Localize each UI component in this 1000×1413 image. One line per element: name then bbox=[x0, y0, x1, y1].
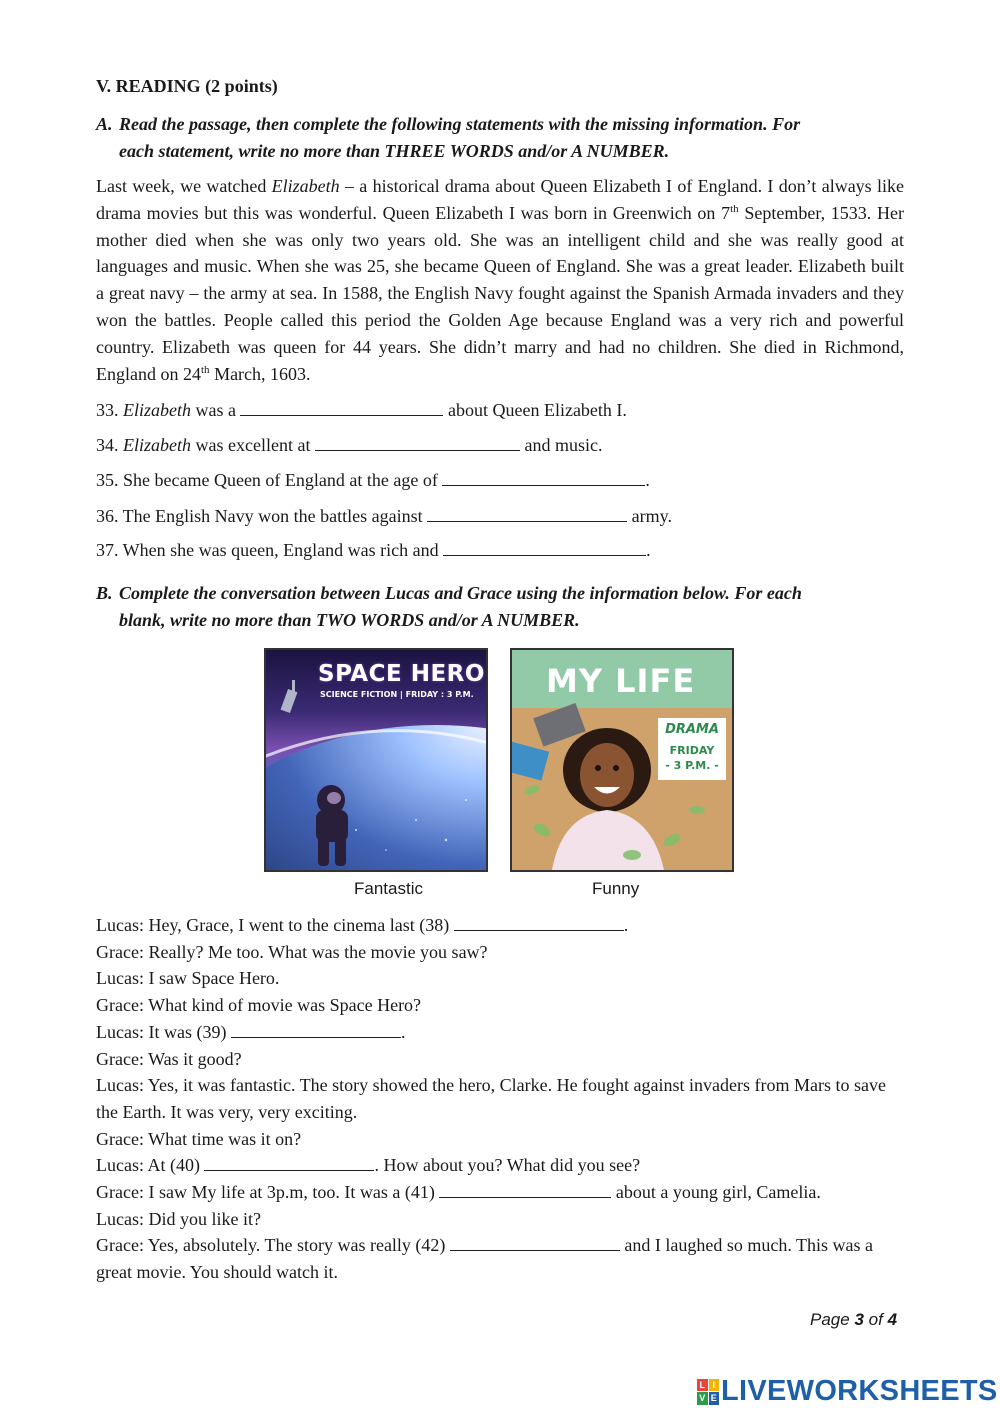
question-36 bbox=[96, 505, 672, 527]
dialog-text-after: . How about you? What did you see? bbox=[374, 1155, 641, 1176]
question-italic: Elizabeth bbox=[123, 435, 191, 455]
part-a-label: A. bbox=[96, 114, 113, 134]
conversation bbox=[96, 912, 904, 1286]
dialog-line: Grace: Really? Me too. What was the movie you saw? bbox=[96, 941, 488, 962]
liveworksheets-mark-icon bbox=[697, 1379, 719, 1405]
passage-text-2: – a historical drama about Queen Elizabeth I of England. I don’t always like drama movies but this was wonderful. Queen Elizabeth I was born in Greenwich on 7 bbox=[96, 176, 904, 223]
part-a-instruction-line2: each statement, write no more than THREE WORDS and/or A NUMBER. bbox=[119, 141, 670, 161]
answer-blank-33[interactable] bbox=[240, 399, 443, 416]
liveworksheets-logo[interactable] bbox=[697, 1375, 998, 1408]
question-text-after: about Queen Elizabeth I. bbox=[443, 400, 627, 420]
answer-blank-41[interactable] bbox=[439, 1181, 611, 1198]
dialog-text: Lucas: At (40) bbox=[96, 1155, 205, 1176]
answer-blank-40[interactable] bbox=[204, 1154, 374, 1171]
passage-text-1: Last week, we watched bbox=[96, 176, 272, 196]
answer-blank-35[interactable] bbox=[442, 469, 645, 486]
dialog-text-after: . bbox=[400, 1021, 406, 1042]
part-a-instruction-line1: Read the passage, then complete the following statements with the missing information. For bbox=[119, 114, 801, 134]
space-hero-subtitle: SCIENCE FICTION | FRIDAY : 3 P.M. bbox=[320, 690, 474, 699]
part-b-instruction-line1: Complete the conversation between Lucas and Grace using the information below. For each bbox=[119, 583, 802, 603]
question-text: The English Navy won the battles against bbox=[118, 506, 428, 526]
question-number: 36. bbox=[96, 506, 119, 526]
page-word: Page bbox=[810, 1310, 850, 1329]
part-b-instruction-line2: blank, write no more than TWO WORDS and/or A NUMBER. bbox=[119, 610, 580, 630]
question-34 bbox=[96, 434, 602, 456]
dialog-line: Grace: What time was it on? bbox=[96, 1128, 302, 1149]
current-page: 3 bbox=[854, 1310, 864, 1329]
dialog-text: Lucas: It was (39) bbox=[96, 1021, 231, 1042]
dialog-text-after: . bbox=[623, 915, 629, 935]
dialog-text-after: and I laughed so much. This was a great movie. You should watch it. bbox=[96, 1235, 874, 1283]
dialog-line: Grace: Was it good? bbox=[96, 1048, 242, 1069]
space-hero-poster bbox=[264, 648, 488, 872]
poster-caption-funny: Funny bbox=[592, 879, 640, 898]
dialog-line: Lucas: I saw Space Hero. bbox=[96, 968, 280, 989]
mark-letter: E bbox=[709, 1392, 720, 1405]
dialog-line-42 bbox=[96, 1232, 904, 1285]
dialog-line-39 bbox=[96, 1019, 904, 1046]
dialog-text-after: about a young girl, Camelia. bbox=[611, 1182, 821, 1203]
my-life-day: FRIDAY bbox=[669, 744, 715, 757]
question-33 bbox=[96, 399, 627, 421]
my-life-genre: DRAMA bbox=[665, 722, 719, 737]
question-number: 35. bbox=[96, 470, 119, 490]
question-text: was a bbox=[191, 400, 241, 420]
liveworksheets-wordmark: LIVEWORKSHEETS bbox=[721, 1375, 998, 1407]
dialog-line-41 bbox=[96, 1179, 904, 1206]
answer-blank-42[interactable] bbox=[450, 1234, 620, 1251]
dialog-text: Grace: I saw My life at 3p.m, too. It was a (41) bbox=[96, 1182, 440, 1203]
mark-letter: L bbox=[697, 1379, 708, 1392]
passage-movie-title: Elizabeth bbox=[271, 176, 340, 196]
question-text-after: army. bbox=[627, 506, 672, 526]
question-text: She became Queen of England at the age of bbox=[118, 470, 443, 490]
mark-letter: I bbox=[709, 1379, 720, 1392]
page-number bbox=[810, 1310, 897, 1330]
dialog-line-38 bbox=[96, 912, 904, 939]
dialog-text: Grace: Yes, absolutely. The story was really (42) bbox=[96, 1235, 450, 1256]
part-b-instruction bbox=[96, 580, 904, 634]
question-text: When she was queen, England was rich and bbox=[118, 540, 444, 560]
poster-caption-fantastic: Fantastic bbox=[354, 879, 423, 898]
reading-passage bbox=[96, 173, 904, 387]
question-number: 37. bbox=[96, 540, 119, 560]
answer-blank-37[interactable] bbox=[443, 539, 646, 556]
my-life-time: - 3 P.M. - bbox=[665, 759, 719, 772]
passage-text-4: March, 1603. bbox=[209, 363, 311, 384]
answer-blank-39[interactable] bbox=[231, 1021, 401, 1038]
question-text: was excellent at bbox=[191, 435, 315, 455]
dialog-line: Grace: What kind of movie was Space Hero? bbox=[96, 995, 422, 1016]
my-life-title: MY LIFE bbox=[546, 662, 696, 700]
passage-text-3: September, 1533. Her mother died when she was only two years old. She was an intelligent child and she was really good at languages and music. When she was 25, she became Queen of England. She was a great leader. Elizabeth built a great navy – the army at sea. In 1588, the English Navy fought against the Spanish Armada invaders and they won the battles. People called this period the Golden Age because England was a very rich and powerful country. Elizabeth was queen for 44 years. She didn’t marry and had no children. She died in Richmond, England on 24 bbox=[96, 202, 904, 384]
question-text-after: and music. bbox=[519, 435, 603, 455]
part-a-instruction bbox=[96, 111, 904, 165]
question-text-after: . bbox=[646, 540, 651, 560]
part-b-label: B. bbox=[96, 583, 113, 603]
dialog-line-40 bbox=[96, 1152, 904, 1179]
dialog-text: Lucas: Hey, Grace, I went to the cinema last (38) bbox=[96, 915, 454, 935]
passage-sup-2: th bbox=[201, 363, 210, 376]
dialog-line: Lucas: Yes, it was fantastic. The story showed the hero, Clarke. He fought against invaders from Mars to save the Earth. It was very, very exciting. bbox=[96, 1075, 886, 1122]
of-word: of bbox=[868, 1310, 883, 1329]
passage-sup-1: th bbox=[730, 202, 739, 215]
question-number: 33. bbox=[96, 400, 119, 420]
question-number: 34. bbox=[96, 435, 119, 455]
section-title: V. READING (2 points) bbox=[96, 76, 278, 96]
answer-blank-36[interactable] bbox=[427, 505, 627, 522]
answer-blank-34[interactable] bbox=[315, 434, 520, 451]
space-hero-title: SPACE HERO bbox=[318, 661, 485, 687]
dialog-line: Lucas: Did you like it? bbox=[96, 1208, 261, 1229]
my-life-poster bbox=[510, 648, 734, 872]
question-37 bbox=[96, 539, 651, 561]
question-35 bbox=[96, 469, 650, 491]
question-italic: Elizabeth bbox=[123, 400, 191, 420]
question-text-after: . bbox=[645, 470, 650, 490]
answer-blank-38[interactable] bbox=[454, 914, 624, 931]
total-pages: 4 bbox=[887, 1310, 898, 1329]
mark-letter: V bbox=[697, 1392, 708, 1405]
